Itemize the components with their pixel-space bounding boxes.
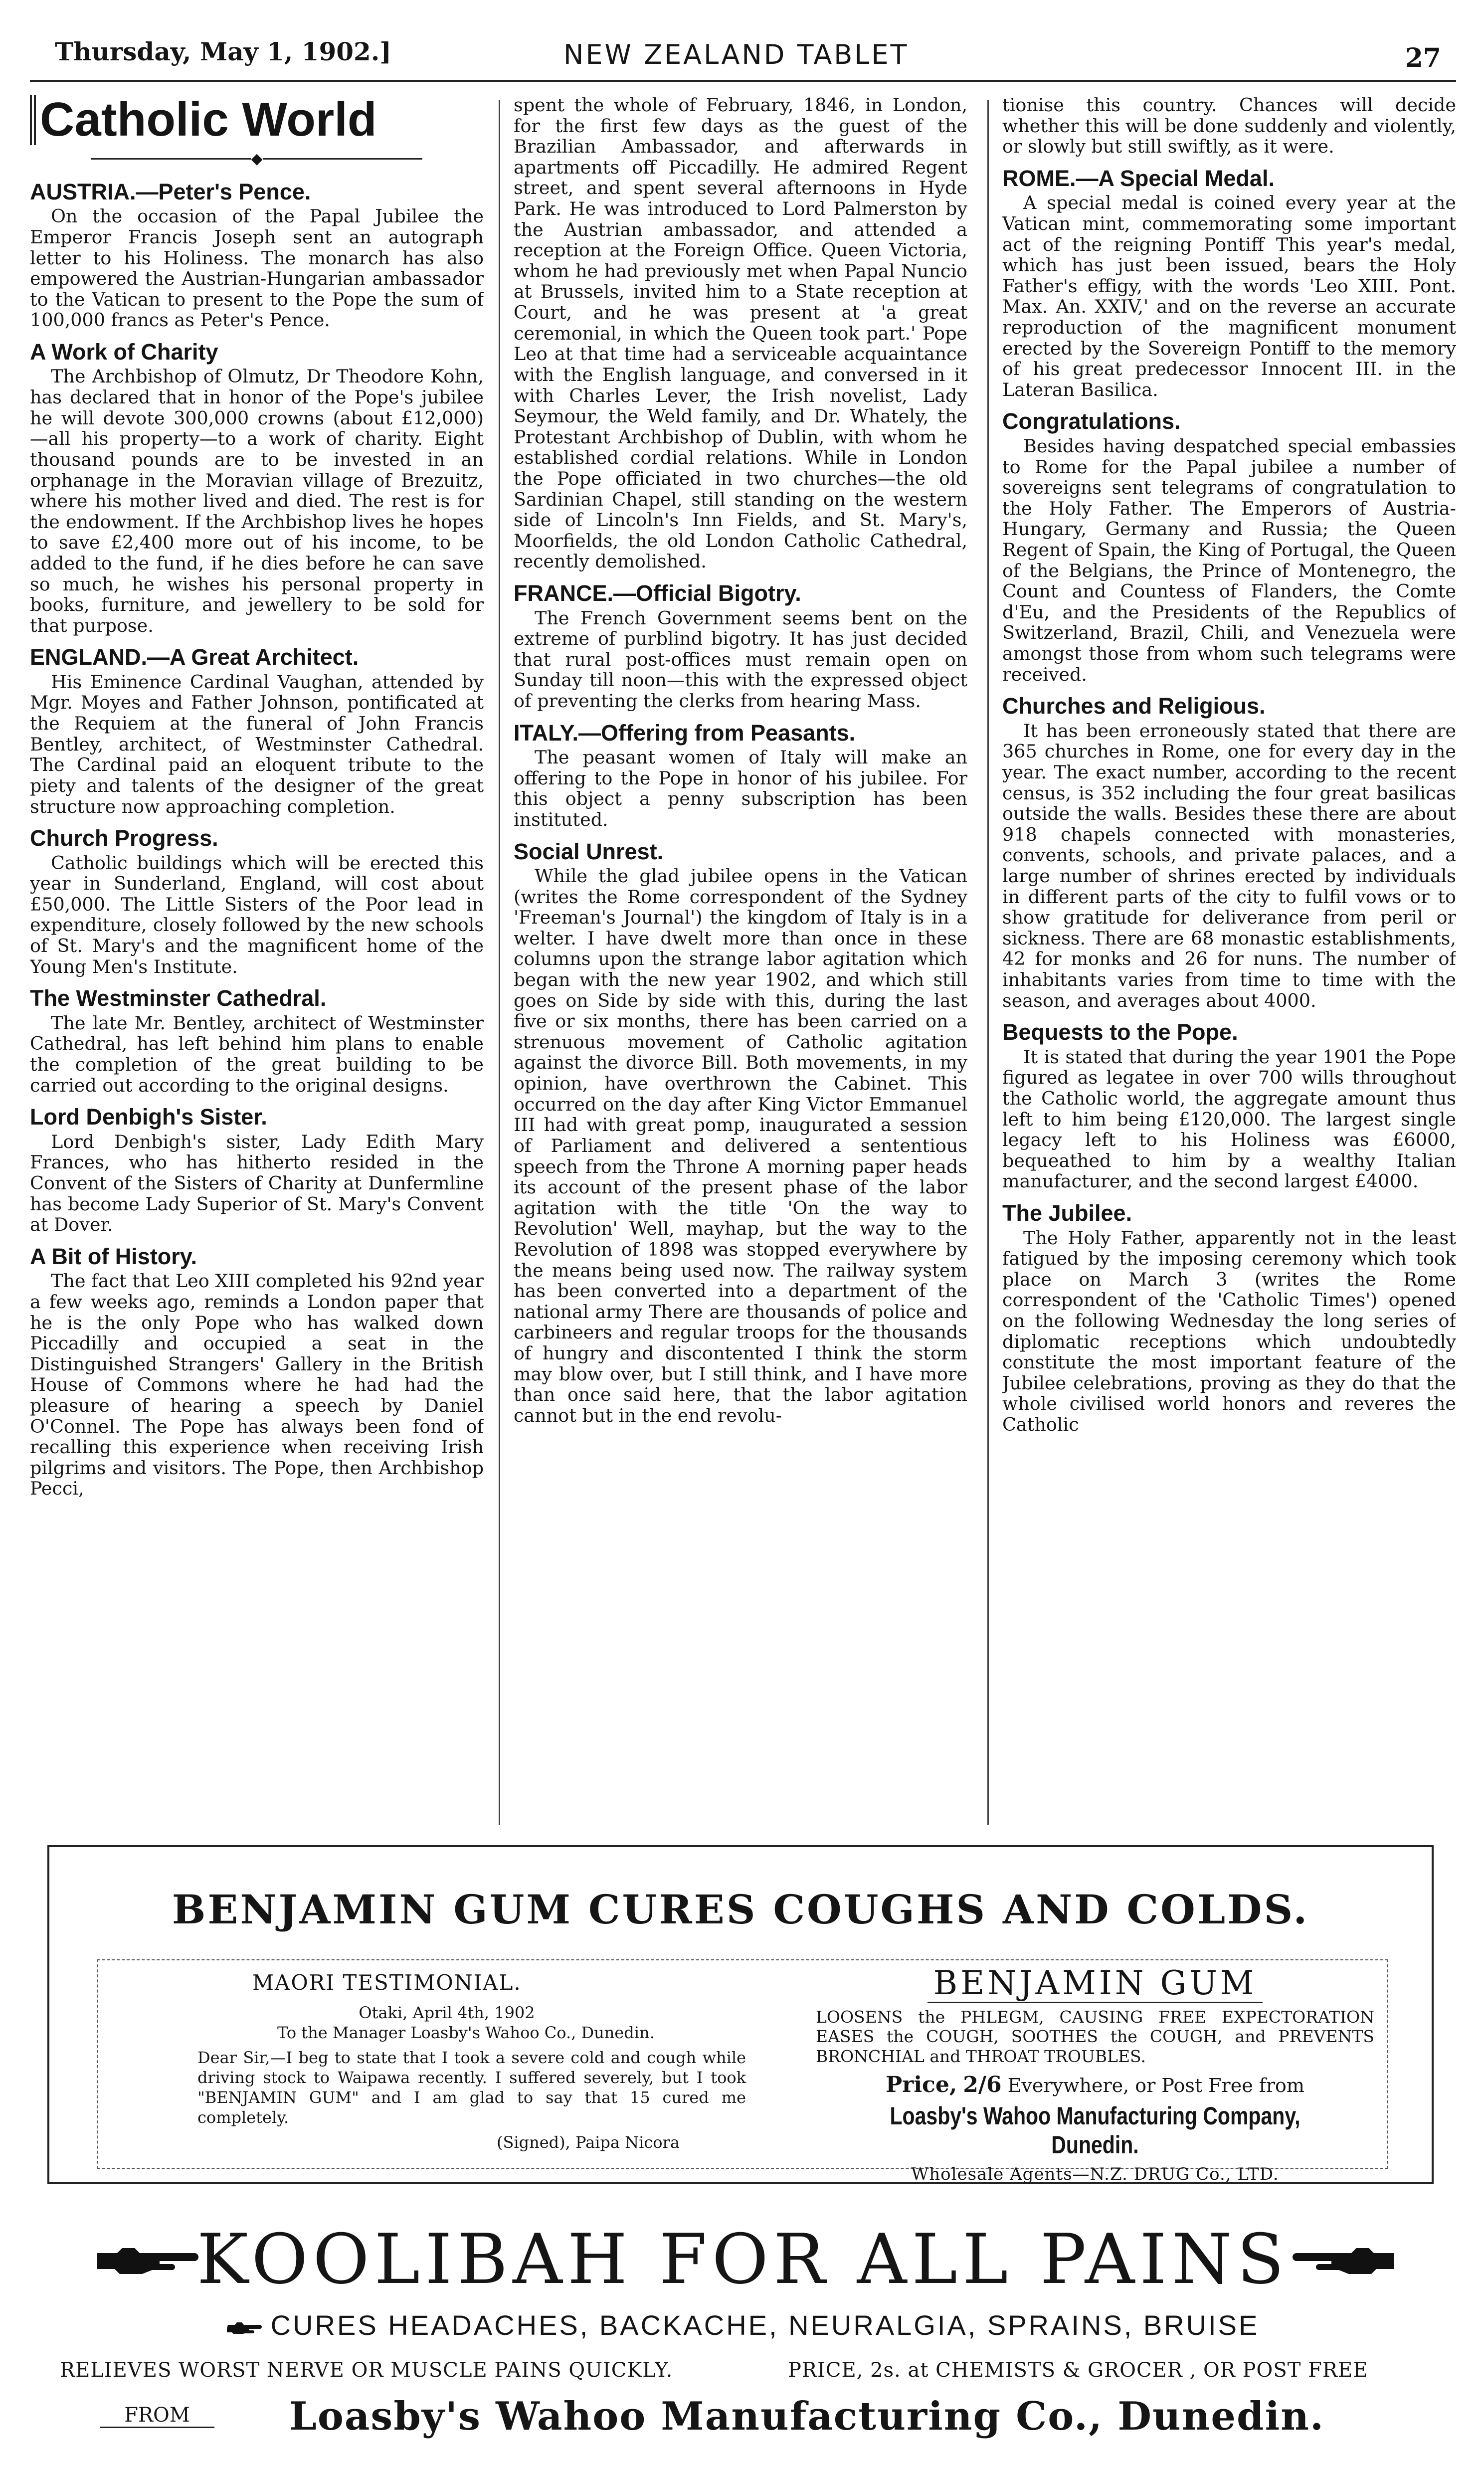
article-text: The peasant women of Italy will make an offering to the Pope in honor of his jubilee. For this object a penny subscription has been instituted. bbox=[514, 747, 967, 830]
article-heading: A Work of Charity bbox=[30, 339, 218, 365]
column-3 bbox=[1002, 95, 1456, 1825]
pointing-hand-icon bbox=[1292, 2244, 1396, 2274]
price-value: 2/6 bbox=[963, 2072, 1002, 2098]
article-heading: Social Unrest. bbox=[514, 838, 664, 864]
articles-column-2 bbox=[514, 95, 967, 1426]
product-panel bbox=[816, 1965, 1374, 2184]
price-label: Price, bbox=[886, 2072, 957, 2098]
koolibah-advertisement bbox=[30, 2214, 1456, 2439]
ad-inner-box bbox=[97, 1959, 1388, 2185]
article-heading: ENGLAND.—A Great Architect. bbox=[30, 644, 359, 670]
article-heading: A Bit of History. bbox=[30, 1243, 197, 1269]
koolibah-maker: Loasby's Wahoo Manufacturing Co., Dunedin. bbox=[289, 2394, 1325, 2439]
article-heading: Lord Denbigh's Sister. bbox=[30, 1104, 267, 1130]
koolibah-relieves: RELIEVES WORST NERVE OR MUSCLE PAINS QUICKLY. bbox=[60, 2359, 673, 2382]
title-ornament: ◆ bbox=[30, 150, 484, 168]
product-name: BENJAMIN GUM bbox=[928, 1965, 1263, 2003]
section-title: Catholic World bbox=[30, 95, 484, 145]
koolibah-cures bbox=[30, 2309, 1456, 2341]
benjamin-gum-advertisement bbox=[47, 1845, 1434, 2184]
article-text: spent the whole of February, 1846, in London, for the first few days as the guest of the Brazilian Ambassador, and afterwards in apartments off Piccadilly. He admired Regent street, and spent several afternoons in Hyde Park. He was introduced to Lord Palmerston by the Austrian ambassador, and attended a reception at the Foreign Office. Queen Victoria, whom he had previously met when Papal Nuncio at Brussels, invited him to a State reception at Court, and he was present at 'a great ceremonial, in which the Queen took part.' Pope Leo at that time had a serviceable acquaintance with the English language, and conversed in it with Charles Lever, the Irish novelist, Lady Seymour, the Weld family, and Dr. Whately, the Protestant Archbishop of Dublin, with whom he established cordial relations. While in London the Pope officiated in two churches—the old Sardinian Chapel, still standing on the western side of Lincoln's Inn Fields, and St. Mary's, Moorfields, the old London Catholic Cathedral, recently demolished. bbox=[514, 95, 967, 572]
testimonial-place-date: Otaki, April 4th, 1902 bbox=[359, 2003, 535, 2022]
wholesale-agents: Wholesale Agents—N.Z. DRUG Co., LTD. bbox=[911, 2164, 1279, 2185]
column-1 bbox=[30, 95, 484, 1825]
articles-column-3 bbox=[1002, 95, 1456, 1435]
column-2 bbox=[514, 95, 967, 1825]
article-text: tionise this country. Chances will decide whether this will be done suddenly and violently, or slowly but still swiftly, as it were. bbox=[1002, 95, 1456, 158]
koolibah-from: FROM bbox=[100, 2404, 214, 2428]
column-divider bbox=[499, 100, 500, 1825]
article-heading: Bequests to the Pope. bbox=[1002, 1019, 1238, 1045]
article-heading: AUSTRIA.—Peter's Pence. bbox=[30, 179, 311, 204]
testimonial-title: MAORI TESTIMONIAL. bbox=[252, 1970, 522, 1995]
cures-text: CURES HEADACHES, BACKACHE, NEURALGIA, SPRAINS, BRUISE bbox=[270, 2309, 1260, 2341]
article-text: It has been erroneously stated that there are 365 churches in Rome, one for every day in the year. The exact number, according to the recent census, is 352 including the four great basilicas outside the walls. Besides these there are about 918 chapels connected with monasteries, convents, schools, and private palaces, and a large number of shrines erected by individuals in different parts of the city to fulfil vows or to show gratitude for deliverance from peril or sickness. There are 68 monastic establishments, 42 for monks and 26 for nuns. The number of inhabitants varies from time to time with the season, and averages about 4000. bbox=[1002, 720, 1456, 1011]
testimonial bbox=[113, 1970, 781, 2152]
article-heading: ROME.—A Special Medal. bbox=[1002, 165, 1275, 191]
koolibah-price: PRICE, 2s. at CHEMISTS & GROCER , OR POST FREE bbox=[788, 2359, 1368, 2382]
article-heading: FRANCE.—Official Bigotry. bbox=[514, 580, 801, 606]
testimonial-signature: (Signed), Paipa Nicora bbox=[497, 2133, 680, 2152]
header-rule bbox=[30, 80, 1456, 82]
article-heading: Churches and Religious. bbox=[1002, 693, 1266, 719]
article-text: The fact that Leo XIII completed his 92nd year a few weeks ago, reminds a London paper that he is the only Pope who has walked down Piccadilly and occupied a seat in the Distinguished Strangers' Gallery in the British House of Commons where he had had the pleasure of hearing a speech by Daniel O'Connel. The Pope has always been fond of recalling this experience when receiving Irish pilgrims and visitors. The Pope, then Archbishop Pecci, bbox=[30, 1270, 484, 1500]
masthead: NEW ZEALAND TABLET bbox=[563, 39, 909, 70]
article-heading: ITALY.—Offering from Peasants. bbox=[514, 720, 856, 746]
article-text: Besides having despatched special embassies to Rome for the Papal jubilee a number of sovereigns sent telegrams of congratulation to the Holy Father. The Emperors of Austria-Hungary, Germany and Russia; the Queen Regent of Spain, the King of Portugal, the Queen of the Belgians, the Prince of Montenegro, the Count and Countess of Flanders, the Comte d'Eu, and the Presidents of the Republics of Switzerland, Brazil, Chili, and Venezuela were amongst those from whom such telegrams were received. bbox=[1002, 435, 1456, 685]
column-divider bbox=[987, 100, 989, 1825]
article-text: The Archbishop of Olmutz, Dr Theodore Kohn, has declared that in honor of the Pope's jubilee he will devote 300,000 crowns (about £12,000)—all his property—to a work of charity. Eight thousand pounds are to be invested in an orphanage in the Moravian village of Brezuitz, where his mother lived and died. The rest is for the endowment. If the Archbishop lives he hopes to save £2,400 more out of his income, to be added to the fund, if he dies before he can save so much, he wishes his personal property in books, furniture, and jewellery to be sold for that purpose. bbox=[30, 366, 484, 636]
article-text: Lord Denbigh's sister, Lady Edith Mary Frances, who has hitherto resided in the Convent of the Sisters of Charity at Dunfermline has become Lady Superior of St. Mary's Convent at Dover. bbox=[30, 1131, 484, 1236]
article-text: It is stated that during the year 1901 the Pope figured as legatee in over 700 wills throughout the Catholic world, the aggregate amount thus left to him being £120,000. The largest single legacy left to his Holiness was £6000, bequeathed to him by a wealthy Italian manufacturer, and the second largest £4000. bbox=[1002, 1046, 1456, 1192]
article-text: His Eminence Cardinal Vaughan, attended by Mgr. Moyes and Father Johnson, pontificated at the Requiem at the funeral of John Francis Bentley, architect, of Westminster Cathedral. The Cardinal paid an eloquent tribute to the piety and talents of the designer of the great structure now approaching completion. bbox=[30, 671, 484, 817]
koolibah-headline: KOOLIBAH FOR ALL PAINS bbox=[196, 2219, 1290, 2299]
price-rest: Everywhere, or Post Free from bbox=[1007, 2075, 1304, 2097]
product-maker: Loasby's Wahoo Manufacturing Company, Dunedin. bbox=[890, 2102, 1300, 2159]
article-text: On the occasion of the Papal Jubilee the Emperor Francis Joseph sent an autograph letter to his Holiness. The monarch has also empowered the Austrian-Hungarian ambassador to the Vatican to present to the Pope the sum of 100,000 francs as Peter's Pence. bbox=[30, 205, 484, 331]
article-text: Catholic buildings which will be erected this year in Sunderland, England, will cost about £50,000. The Little Sisters of the Poor lead in expenditure, closely followed by the new schools of St. Mary's and the magnificent home of the Young Men's Institute. bbox=[30, 852, 484, 977]
article-heading: The Jubilee. bbox=[1002, 1200, 1132, 1226]
product-description: LOOSENS the PHLEGM, CAUSING FREE EXPECTORATION EASES the COUGH, SOOTHES the COUGH, and PREVENTS BRONCHIAL and THROAT TROUBLES. bbox=[816, 2007, 1374, 2066]
testimonial-letter: Dear Sir,—I beg to state that I took a severe cold and cough while driving stock to Waipawa recently. I suffered severely, but I took "BENJAMIN GUM" and I am glad to say that 15 cured me completely. bbox=[197, 2048, 746, 2127]
article-heading: The Westminster Cathedral. bbox=[30, 985, 327, 1011]
article-text: While the glad jubilee opens in the Vatican (writes the Rome correspondent of the Sydney 'Freeman's Journal') the kingdom of Italy is in a welter. I have dwelt more than once in these columns upon the strange labor agitation which began with the new year 1902, and which still goes on Side by side with this, during the last five or six months, there has been carried on a strenuous movement of Catholic agitation against the divorce Bill. Both movements, in my opinion, have overthrown the Cabinet. This occurred on the day after King Victor Emmanuel III had with great pomp, inaugurated a session of Parliament and delivered a sententious speech from the Throne A morning paper heads its account of the present phase of the labor agitation with the title 'On the way to Revolution' Well, mayhap, but the way to the Revolution of 1898 was stopped everywhere by the means being used now. The railway system has been converted into a department of the national army There are thousands of police and carbineers and regular troops for the thousands of hungry and discontented I think the storm may blow over, but I still think, and I have more than once said here, that the labor agitation cannot but in the end revolu- bbox=[514, 865, 967, 1426]
ad-headline: BENJAMIN GUM CURES COUGHS AND COLDS. bbox=[172, 1886, 1309, 1933]
article-text: The Holy Father, apparently not in the least fatigued by the imposing ceremony which took place on March 3 (writes the Rome correspondent of the 'Catholic Times') opened on the following Wednesday the long series of diplomatic receptions which undoubtedly constitute the most important feature of the Jubilee celebrations, proving as they do that the whole civilised world honors and reveres the Catholic bbox=[1002, 1227, 1456, 1436]
testimonial-addressee: To the Manager Loasby's Wahoo Co., Dunedin. bbox=[277, 2023, 655, 2042]
article-text: The French Government seems bent on the extreme of purblind bigotry. It has just decided that rural post-offices must remain open on Sunday till noon—this with the expressed object of preventing the clerks from hearing Mass. bbox=[514, 607, 967, 712]
page-number: 27 bbox=[1405, 43, 1441, 73]
pointing-hand-icon bbox=[227, 2321, 262, 2334]
article-heading: Church Progress. bbox=[30, 825, 218, 851]
page-header bbox=[55, 29, 1441, 84]
issue-date: Thursday, May 1, 1902.] bbox=[55, 37, 391, 66]
product-price bbox=[816, 2072, 1374, 2097]
article-heading: Congratulations. bbox=[1002, 408, 1181, 434]
articles-column-1 bbox=[30, 180, 484, 1499]
article-text: A special medal is coined every year at the Vatican mint, commemorating some important act of the reigning Pontiff This year's medal, which has just been issued, bears the Holy Father's effigy, with the words 'Leo XIII. Pont. Max. An. XXIV,' and on the reverse an accurate reproduction of the magnificent monument erected by the Sovereign Pontiff to the memory of his great predecessor Innocent III. in the Lateran Basilica. bbox=[1002, 192, 1456, 400]
article-text: The late Mr. Bentley, architect of Westminster Cathedral, has left behind him plans to enable the completion of the great building to be carried out according to the original designs. bbox=[30, 1012, 484, 1096]
